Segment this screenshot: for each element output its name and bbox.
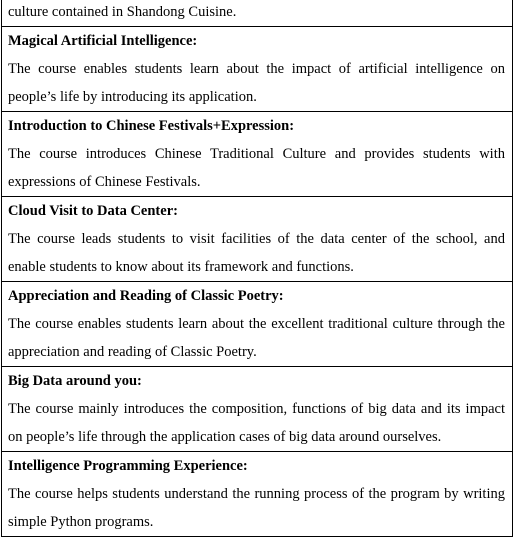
course-title: Introduction to Chinese Festivals+Expression: <box>8 118 295 134</box>
course-description: culture contained in Shandong Cuisine. <box>8 4 237 20</box>
course-title: Cloud Visit to Data Center: <box>8 203 178 219</box>
course-title: Big Data around you: <box>8 373 142 389</box>
course-title: Magical Artificial Intelligence: <box>8 33 198 49</box>
table-row <box>2 367 513 452</box>
course-title: Appreciation and Reading of Classic Poetry: <box>8 288 284 304</box>
table-row <box>2 452 513 537</box>
table-cell <box>2 282 513 367</box>
course-description: The course enables students learn about the impact of artificial intelligence on people’s life by introducing its application. <box>8 61 505 105</box>
course-title: Intelligence Programming Experience: <box>8 458 248 474</box>
course-description: The course mainly introduces the composition, functions of big data and its impact on people’s life through the application cases of big data around ourselves. <box>8 401 505 445</box>
table-cell <box>2 452 513 537</box>
table-cell <box>2 367 513 452</box>
table-cell <box>2 27 513 112</box>
table-row <box>2 282 513 367</box>
course-description: The course introduces Chinese Traditional Culture and provides students with expressions of Chinese Festivals. <box>8 146 505 190</box>
table-cell <box>2 0 513 27</box>
course-table <box>1 0 513 537</box>
table-cell <box>2 197 513 282</box>
course-description: The course helps students understand the running process of the program by writing simple Python programs. <box>8 486 505 530</box>
table-row <box>2 27 513 112</box>
table-row <box>2 112 513 197</box>
course-description: The course leads students to visit facilities of the data center of the school, and enable students to know about its framework and functions. <box>8 231 505 275</box>
table-row <box>2 0 513 27</box>
table-row <box>2 197 513 282</box>
course-description: The course enables students learn about the excellent traditional culture through the appreciation and reading of Classic Poetry. <box>8 316 505 360</box>
table-cell <box>2 112 513 197</box>
